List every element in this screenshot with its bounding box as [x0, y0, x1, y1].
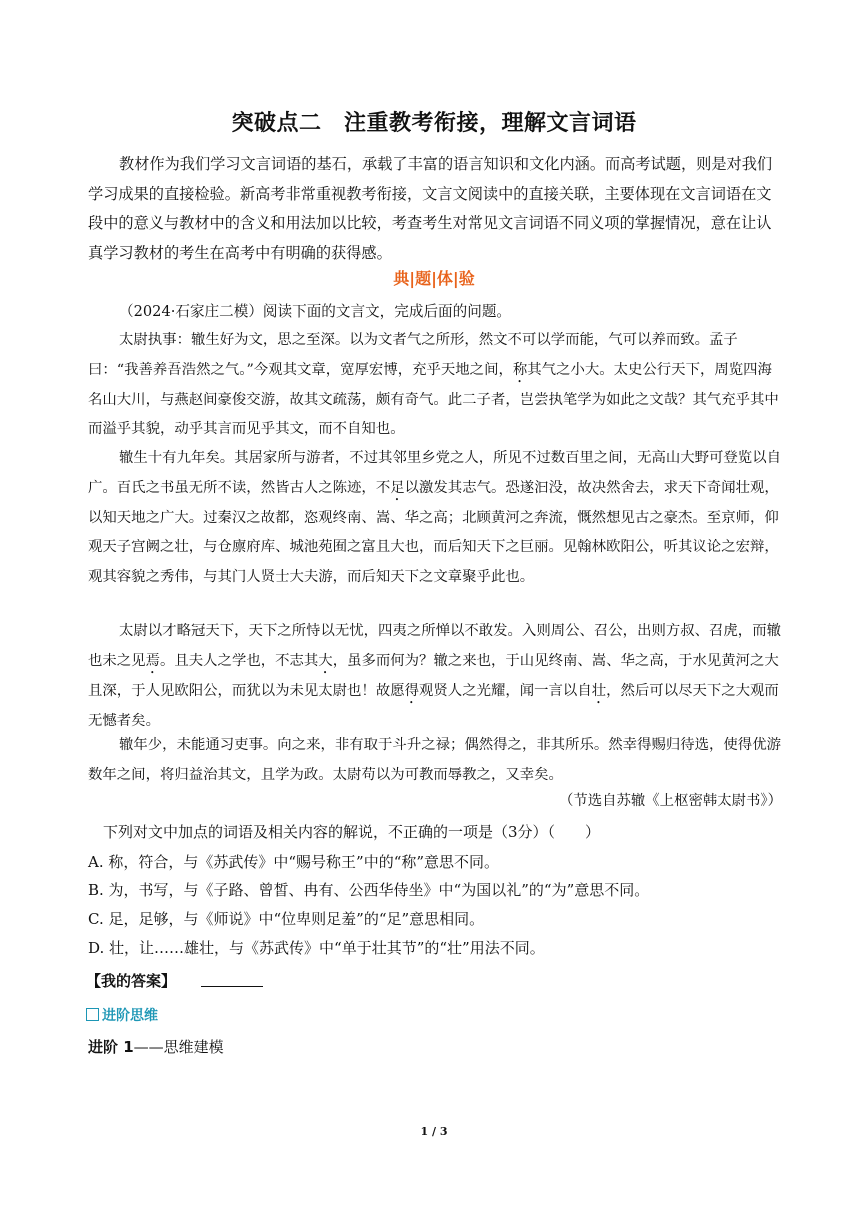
dotted-word: 壮 — [591, 682, 607, 699]
question-source: （2024·石家庄二模）阅读下面的文言文，完成后面的问题。 — [119, 303, 512, 320]
intro-paragraph: 教材作为我们学习文言词语的基石，承载了丰富的语言知识和文化内涵。而高考试题，则是对我们学习成果的直接检验。新高考非常重视教考衔接，文言文阅读中的直接关联，主要体现在文言词语在文段中的意义与教材中的含义和用法加以比较，考查考生对常见文言词语不同义项的掌握情况，意在让认真学习教材的考生在高考中有明确的获得感。 — [88, 155, 773, 262]
step-heading: 进阶 1——思维建模 — [88, 1038, 224, 1056]
question-stem: 下列对文中加点的词语及相关内容的解说，不正确的一项是（3分）（ ） — [103, 823, 601, 841]
dotted-word: 焉 — [145, 652, 160, 669]
checkbox-square-icon — [86, 1008, 99, 1021]
my-answer-label: 【我的答案】 — [86, 972, 177, 990]
passage-paragraph-1: 太尉执事：辙生好为文，思之至深。以为文者气之所形，然文不可以学而能，气可以养而致。孟子曰：“我善养吾浩然之气。”今观其文章，宽厚宏博，充乎天地之间，称其气之小大。太史公行天下，周览四海名山大川，与燕赵间豪俊交游，故其文疏荡，颇有奇气。此二子者，岂尝执笔学为如此之文哉？其气充乎其中而溢乎其貌，动乎其言而见乎其文，而不自知也。 — [88, 332, 779, 438]
option-a[interactable]: A. 称，符合，与《苏武传》中“赐号称王”中的“称”意思不同。 — [88, 853, 500, 871]
option-c[interactable]: C. 足，足够，与《师说》中“位卑则足羞”的“足”意思相同。 — [88, 910, 485, 928]
dotted-word: 称 — [512, 361, 528, 378]
passage-paragraph-2: 辙生十有九年矣。其居家所与游者，不过其邻里乡党之人，所见不过数百里之间，无高山大野可登览以自广。百氏之书虽无所不读，然皆古人之陈迹，不足以激发其志气。恐遂汩没，故决然舍去，求天下奇闻壮观，以知天地之广大。过秦汉之故都，恣观终南、嵩、华之高；北顾黄河之奔流，慨然想见古之豪杰。至京师，仰观天子宫阙之壮，与仓廪府库、城池苑囿之富且大也，而后知天下之巨丽。见翰林欧阳公，听其议论之宏辩，观其容貌之秀伟，与其门人贤士大夫游，而后知天下之文章聚乎此也。 — [88, 450, 781, 585]
dotted-word: 足 — [390, 479, 405, 496]
page-title: 突破点二 注重教考衔接，理解文言词语 — [231, 111, 637, 136]
dotted-word: 得 — [404, 682, 420, 699]
dotted-word: 大 — [318, 652, 333, 669]
option-b[interactable]: B. 为，书写，与《子路、曾皙、冉有、公西华侍坐》中“为国以礼”的“为”意思不同。 — [88, 881, 650, 899]
passage-citation: （节选自苏辙《上枢密韩太尉书》） — [558, 793, 782, 809]
passage-paragraph-3: 太尉以才略冠天下，天下之所恃以无忧，四夷之所惮以不敢发。入则周公、召公，出则方叔、召虎，而辙也未之见焉。且夫人之学也，不志其大，虽多而何为？辙之来也，于山见终南、嵩、华之高，于水见黄河之大且深，于人见欧阳公，而犹以为未见太尉也！故愿得观贤人之光耀，闻一言以自壮，然后可以尽天下之大观而无憾者矣。 — [88, 623, 781, 729]
option-d[interactable]: D. 壮，让……雄壮，与《苏武传》中“单于壮其节”的“壮”用法不同。 — [88, 939, 545, 957]
page-number: 1 / 3 — [420, 1125, 448, 1138]
section-heading: 典|题|体|验 — [393, 269, 475, 288]
answer-blank[interactable] — [201, 986, 263, 987]
passage-paragraph-4: 辙年少，未能通习吏事。向之来，非有取于斗升之禄；偶然得之，非其所乐。然幸得赐归待选，使得优游数年之间，将归益治其文，且学为政。太尉苟以为可教而辱教之，又幸矣。 — [88, 737, 781, 783]
advanced-thinking-heading: 进阶思维 — [86, 1005, 158, 1025]
